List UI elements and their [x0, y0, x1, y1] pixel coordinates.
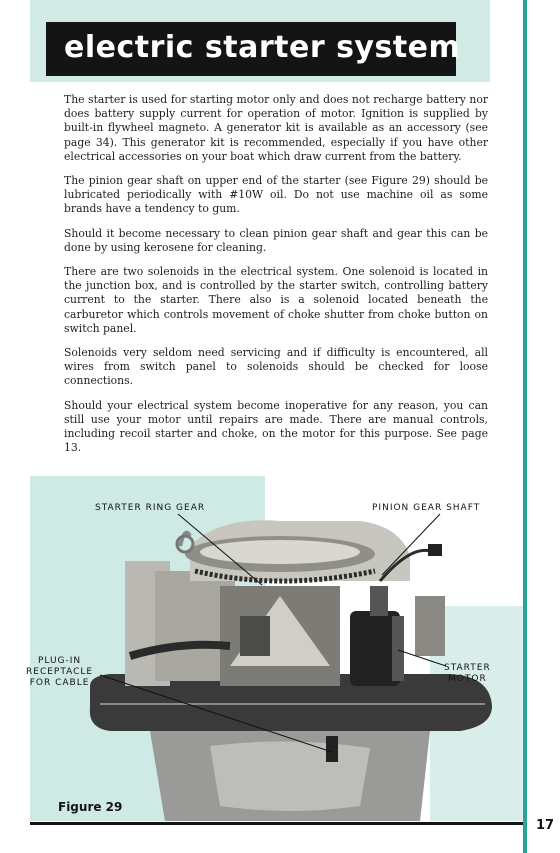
callout-plug-in-receptacle	[26, 656, 93, 689]
paragraph: Solenoids very seldom need servicing and if difficulty is encountered, all wires from switch panel to solenoids should be checked for loose connections.	[64, 346, 488, 388]
callout-line: FOR CABLE	[29, 678, 90, 688]
page-title: electric starter system	[64, 30, 461, 65]
page-number: 17	[536, 818, 555, 833]
paragraph: Should it become necessary to clean pinion gear shaft and gear this can be done by using kerosene for cleaning.	[64, 226, 488, 254]
callout-line: STARTER	[444, 663, 491, 673]
callout-line: RECEPTACLE	[26, 667, 94, 677]
paragraph: Should your electrical system become inoperative for any reason, you can still use your motor until repairs are made. There are manual controls, including recoil starter and choke, on the motor for this purpose. See page 13.	[64, 398, 488, 455]
footer-rule	[30, 822, 523, 825]
callout-line: PLUG-IN	[37, 656, 82, 666]
paragraph: There are two solenoids in the electrical system. One solenoid is located in the junction box, and is controlled by the starter switch, controlling battery current to the starter. There also is a solenoid located beneath the carburetor which controls movement of choke shutter from choke button on switch panel.	[64, 265, 488, 335]
callout-starter-ring-gear: STARTER RING GEAR	[95, 503, 206, 513]
callout-starter-motor	[444, 663, 491, 685]
callout-line: MOTOR	[448, 674, 487, 684]
paragraph: The pinion gear shaft on upper end of the starter (see Figure 29) should be lubricated periodically with #10W oil. Do not use machine oil as some brands have a tendency to gum.	[64, 174, 488, 216]
figure-caption: Figure 29	[58, 800, 123, 814]
callout-pinion-gear-shaft: PINION GEAR SHAFT	[372, 503, 481, 513]
paragraph: The starter is used for starting motor only and does not recharge battery nor does battery supply current for operation of motor. Ignition is supplied by built-in flywheel magneto. A generator kit is available as an accessory (see page 34). This generator kit is recommended, especially if you have other electrical accessories on your boat which draw current from the battery.	[64, 93, 488, 163]
